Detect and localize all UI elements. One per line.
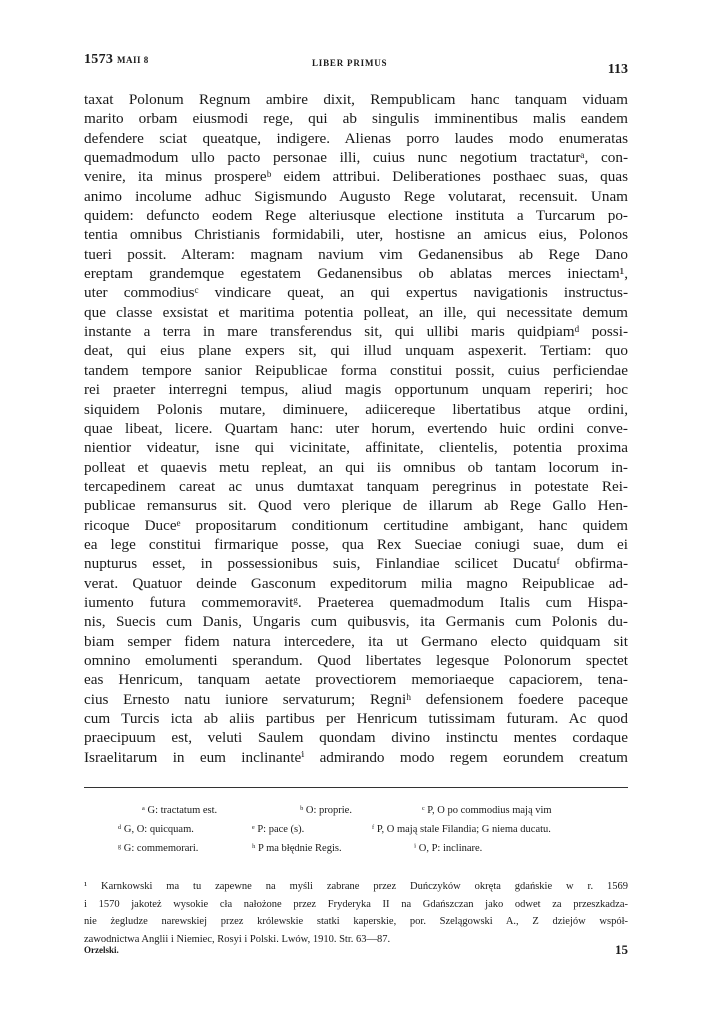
apparatus-note: ʰ P ma błędnie Regis. [252,843,342,854]
text-line: defendere sciat queatque, indigere. Alienas porro laudes modo enumeratas [84,129,628,147]
apparatus-note: ⁱ O, P: inclinare. [414,843,483,854]
text-line: omnino emolumenti sperandum. Quod libertates legesque Polonorum spectet [84,651,628,669]
text-line: siquidem Polonis mutare, diminuere, adiicereque libertatibus atque ordini, [84,400,628,418]
apparatus-row [84,820,628,839]
apparatus-note: ᵈ G, O: quicquam. [118,824,194,835]
text-line: nientior videatur, isne qui vicinitate, affinitate, clientelis, potentia proxima [84,439,628,457]
text-line: rei praeter interregni tempus, aliud magis opportunum unquam reperiri; hoc [84,381,628,399]
text-line: praecipuum est, veluti Saulem quondam divino instinctu mentes cordaque [84,729,628,747]
text-line: polleat et quaevis metu repleat, an qui iis omnibus ob tantam locorum in- [84,458,628,476]
page-number: 113 [607,62,628,77]
text-line: ea lege constitui firmarique posse, qua Rex Sueciae coniugi suae, dum ei [84,535,628,553]
text-line: eas Henricum, tanquam aetate provectiorem memoriaeque capaciorem, tena- [84,671,628,689]
apparatus-note: ᶠ P, O mają stale Filandia; G niema ducatu. [372,824,551,835]
text-line: uter commodiusᶜ vindicare queat, an qui expertus navigationis instructus- [84,284,628,302]
apparatus-note: ᵉ P: pace (s). [252,824,305,835]
footnote-line: zawodnictwa Anglii i Niemiec, Rosyi i Polski. Lwów, 1910. Str. 63—87. [84,933,391,945]
footnote-line: nie żegludze narewskiej przez królewskie statki kaperskie, por. Szelągowski A., Z dziejów współ- [84,916,628,927]
text-line: que classe exsistat et maritima potentia polleat, an ille, qui necessitate demum [84,303,628,321]
text-line: iumento futura commemoravitᵍ. Praeterea quemadmodum Italis cum Hispa- [84,593,628,611]
text-line: ricoque Duceᵉ propositarum conditionum certitudine ambigant, hanc quidem [84,516,628,534]
footnote [84,878,628,948]
header-year: 1573 [84,52,114,67]
text-line: publicae remansurus sit. Quod vero plerique de illarum ab Rege Gallo Hen- [84,497,628,515]
text-line: quemadmodum ullo pacto personae illi, cuius nunc negotium tractaturᵃ, con- [84,149,628,167]
text-line: tercapedinem careat ac unus dumtaxat tanquam peregrinus in potestate Rei- [84,477,628,495]
footnote-line: ¹ Karnkowski ma tu zapewne na myśli zabrane przez Duńczyków okręta gdańskie w r. 1569 [84,881,628,892]
header-month-day: MAII 8 [117,55,149,65]
text-line: animo incolume adhuc Sigismundo Augusto Rege volutarat, recensuit. Unam [84,187,628,205]
footer-author: Orzelski. [84,945,119,955]
apparatus-note: ᶜ P, O po commodius mają vim [422,805,552,816]
apparatus-note: ᵍ G: commemorari. [118,843,199,854]
text-line: tueri possit. Alteram: magnam navium vim Gedanensibus ab Rege Dano [84,245,628,263]
text-line: instante a terra in mare transferendus sit, qui ullibi maris quidpiamᵈ possi- [84,323,628,341]
text-line: cius Ernesto natu iuniore servaturum; Regniʰ defensionem foedere paceque [84,690,628,708]
text-line: Israelitarum in eum inclinanteⁱ admirando modo regem eorundem creatum [84,748,628,766]
running-header [84,52,628,76]
apparatus-note: ᵇ O: proprie. [300,805,352,816]
signature-mark: 15 [615,942,628,957]
text-line: taxat Polonum Regnum ambire dixit, Rempublicam hanc tanquam viduam [84,91,628,108]
text-line: cum Turcis icta ab aliis partibus per Henricum tutissimam futuram. Ac quod [84,710,628,727]
text-line: deat, qui eius plane expers sit, qui illud unquam aspexerit. Tertiam: quo [84,342,628,360]
critical-apparatus [84,801,628,858]
text-line: biam semper fidem natura intercedere, ita ut Germano electo quidquam sit [84,632,628,650]
apparatus-row [84,801,628,820]
header-date [84,52,149,68]
header-title: LIBER PRIMUS [312,58,388,68]
apparatus-note: ᵃ G: tractatum est. [142,805,218,816]
text-line: nis, Suecis cum Danis, Ungaris cum quibusvis, ita Germanis cum Polonis du- [84,613,628,631]
text-line: quidem: defuncto eodem Rege alteriusque electione instituta a Turcarum po- [84,207,628,225]
text-line: tandem tempore sanior Reipublicae forma constitui possit, cuius perficiendae [84,361,628,379]
text-line: tentia omnibus Christianis formidabili, uter, hostisne an amicus eius, Polonos [84,226,628,244]
text-line: verat. Quatuor deinde Gasconum expeditorum milia magno Reipublicae ad- [84,574,628,592]
text-line: quae libeat, licere. Quartam hanc: uter horum, evertendo huic ordini conve- [84,419,628,437]
text-line: ereptam grandemque egestatem Gedanensibus ob ablatas merces iniectam¹, [84,265,628,283]
text-line: venire, ita minus prospereᵇ eidem attribui. Deliberationes posthaec suas, quas [84,168,628,186]
text-line: marito orbam eiusmodi rege, qui ab singulis imminentibus malis eandem [84,110,628,128]
text-line: nupturus esset, in possessionibus suis, Finlandiae scilicet Ducatuᶠ obfirma- [84,555,628,573]
footnote-line: i 1570 jakoteż wysokie cła nałożone przez Fryderyka II na Gdańszczan jako odwet za przeszkadza- [84,898,628,910]
main-text [84,90,628,767]
apparatus-row [84,839,628,858]
footnote-divider [84,787,628,788]
